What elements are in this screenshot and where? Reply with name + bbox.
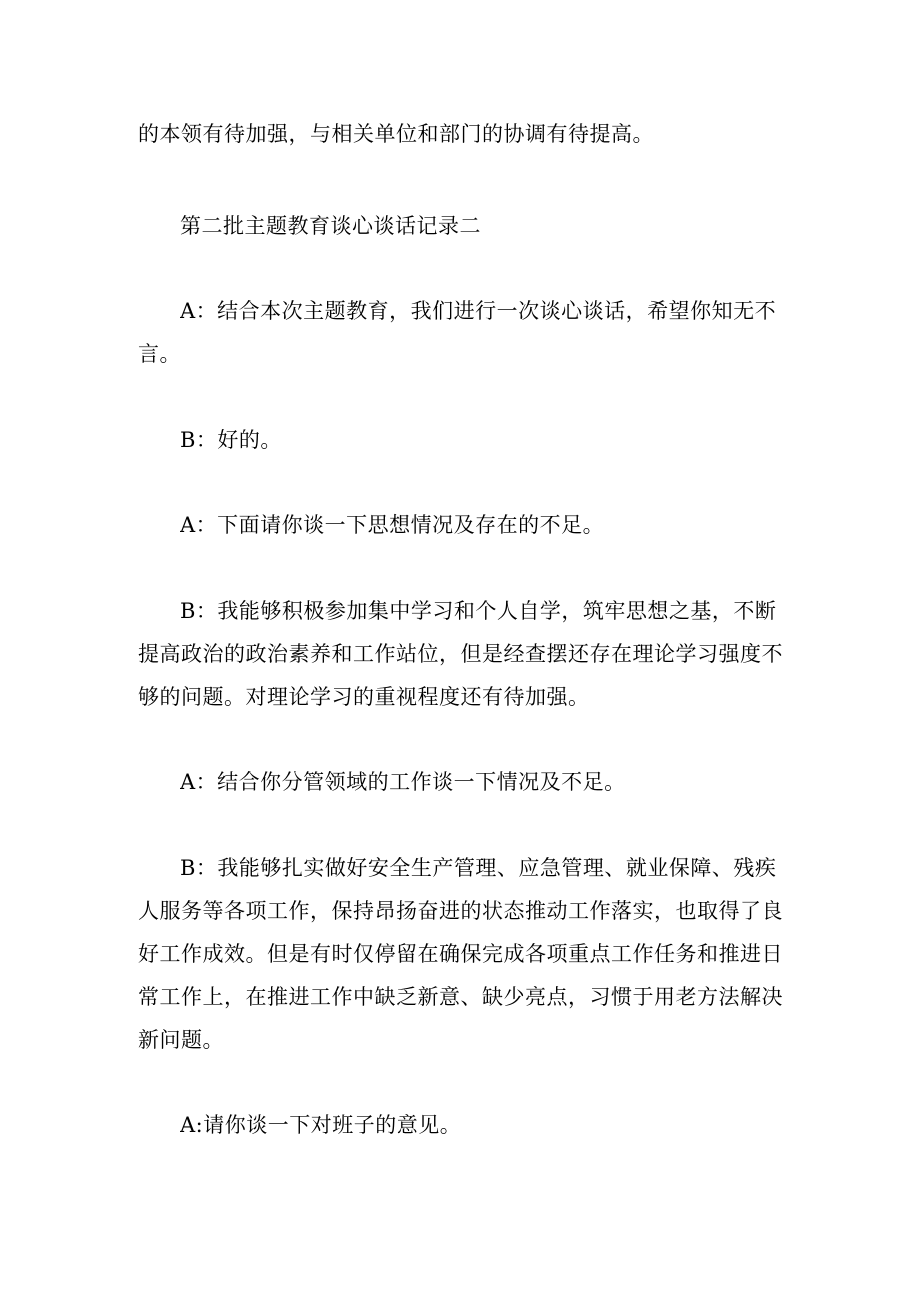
text-line: 的本领有待加强，与相关单位和部门的协调有待提高。: [138, 122, 654, 146]
text-line: B：好的。: [180, 428, 282, 452]
text-line: 够的问题。对理论学习的重视程度还有待加强。: [138, 685, 590, 709]
text-line: 常工作上，在推进工作中缺乏新意、缺少亮点，习惯于用老方法解决: [138, 985, 783, 1009]
text-line: A：结合本次主题教育，我们进行一次谈心谈话，希望你知无不: [180, 299, 777, 323]
text-line: B：我能够积极参加集中学习和个人自学，筑牢思想之基，不断: [180, 599, 777, 623]
text-line: 提高政治的政治素养和工作站位，但是经查摆还存在理论学习强度不: [138, 642, 783, 666]
section-title: 第二批主题教育谈心谈话记录二: [180, 214, 481, 238]
text-line: 好工作成效。但是有时仅停留在确保完成各项重点工作任务和推进日: [138, 942, 783, 966]
text-line: 言。: [138, 342, 181, 366]
text-line: A：结合你分管领域的工作谈一下情况及不足。: [180, 770, 626, 794]
text-line: A：下面请你谈一下思想情况及存在的不足。: [180, 513, 605, 537]
text-line: A:请你谈一下对班子的意见。: [180, 1113, 462, 1137]
text-line: 人服务等各项工作，保持昂扬奋进的状态推动工作落实，也取得了良: [138, 899, 783, 923]
text-line: 新问题。: [138, 1028, 224, 1052]
text-line: B：我能够扎实做好安全生产管理、应急管理、就业保障、残疾: [180, 856, 777, 880]
